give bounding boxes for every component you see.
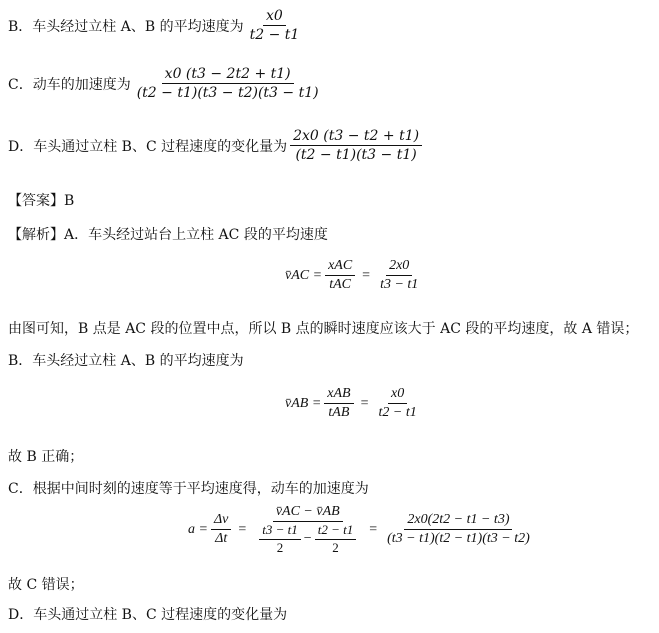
eq3-frac1-den: Δt [215,531,228,547]
eq1-lhs: v̄AC = [285,267,323,283]
eq2-frac2-num: x0 [388,386,407,404]
option-d [8,128,425,163]
eq3-frac1 [211,512,231,547]
eq3-frac2-num: v̄AC − v̄AB [273,504,343,522]
eq3-frac2 [253,504,362,556]
option-b [8,8,305,43]
eq3-equals-2: = [369,521,378,537]
eq3-frac2-den-a-den: 2 [276,540,284,556]
eq3-frac3-num: 2x0(2t2 − t1 − t3) [404,512,512,530]
option-c-den: (t2 − t1)(t3 − t2)(t3 − t1) [136,85,319,102]
option-c-text: C．动车的加速度为 [8,76,131,93]
analysis-intro: 【解析】A．车头经过站台上立柱 AC 段的平均速度 [8,227,328,243]
eq1-frac1-den: tAC [329,277,351,293]
equation-vab [285,386,423,421]
option-b-text: B．车头经过立柱 A、B 的平均速度为 [8,18,244,35]
eq3-frac3-den: (t3 − t1)(t2 − t1)(t3 − t2) [387,531,530,547]
option-b-den: t2 − t1 [249,27,300,44]
eq2-frac2 [376,386,420,421]
paragraph-6: 故 C 错误； [8,577,84,593]
paragraph-2: 由图可知，B 点是 AC 段的位置中点，所以 B 点的瞬时速度应该大于 AC 段的平均速度，故 A 错误； [8,321,639,337]
option-b-fraction [247,8,303,43]
option-c-num: x0 (t3 − 2t2 + t1) [162,66,294,84]
paragraph-5: C．根据中间时刻的速度等于平均速度得，动车的加速度为 [8,481,369,497]
eq2-lhs: v̄AB = [285,395,322,411]
eq3-frac2-den-b-den: 2 [332,540,339,556]
option-c [8,66,325,101]
eq1-frac1 [325,258,355,293]
option-d-den: (t2 − t1)(t3 − t1) [295,147,417,164]
option-c-fraction [134,66,322,101]
eq2-frac1-num: xAB [324,386,353,404]
eq3-frac1-num: Δv [211,512,231,530]
eq3-equals-1: = [238,521,247,537]
eq1-frac2-num: 2x0 [386,258,412,276]
paragraph-3: B．车头经过立柱 A、B 的平均速度为 [8,353,244,369]
option-d-text: D．车头通过立柱 B、C 过程速度的变化量为 [8,138,288,155]
eq3-frac2-den [253,522,362,556]
eq1-frac2 [377,258,421,293]
eq2-frac1-den: tAB [328,405,350,421]
option-b-num: x0 [263,8,286,26]
paragraph-7: D．车头通过立柱 B、C 过程速度的变化量为 [8,607,288,623]
eq3-minus: − [303,531,312,547]
eq1-frac2-den: t3 − t1 [380,277,419,293]
eq3-frac2-den-b [315,523,357,556]
eq2-frac2-den: t2 − t1 [378,405,417,421]
eq1-equals: = [362,267,371,283]
eq2-frac1 [324,386,353,421]
eq3-frac3 [384,512,533,547]
answer-line: 【答案】B [8,193,75,209]
equation-acceleration [188,504,536,556]
option-d-fraction [290,128,422,163]
equation-vac [285,258,424,293]
eq2-equals: = [360,395,369,411]
eq1-frac1-num: xAC [325,258,355,276]
option-d-num: 2x0 (t3 − t2 + t1) [290,128,422,146]
eq3-frac2-den-b-num: t2 − t1 [315,523,357,540]
paragraph-4: 故 B 正确； [8,449,84,465]
eq3-frac2-den-a [259,523,301,556]
eq3-lhs: a = [188,521,208,537]
eq3-frac2-den-a-num: t3 − t1 [259,523,301,540]
